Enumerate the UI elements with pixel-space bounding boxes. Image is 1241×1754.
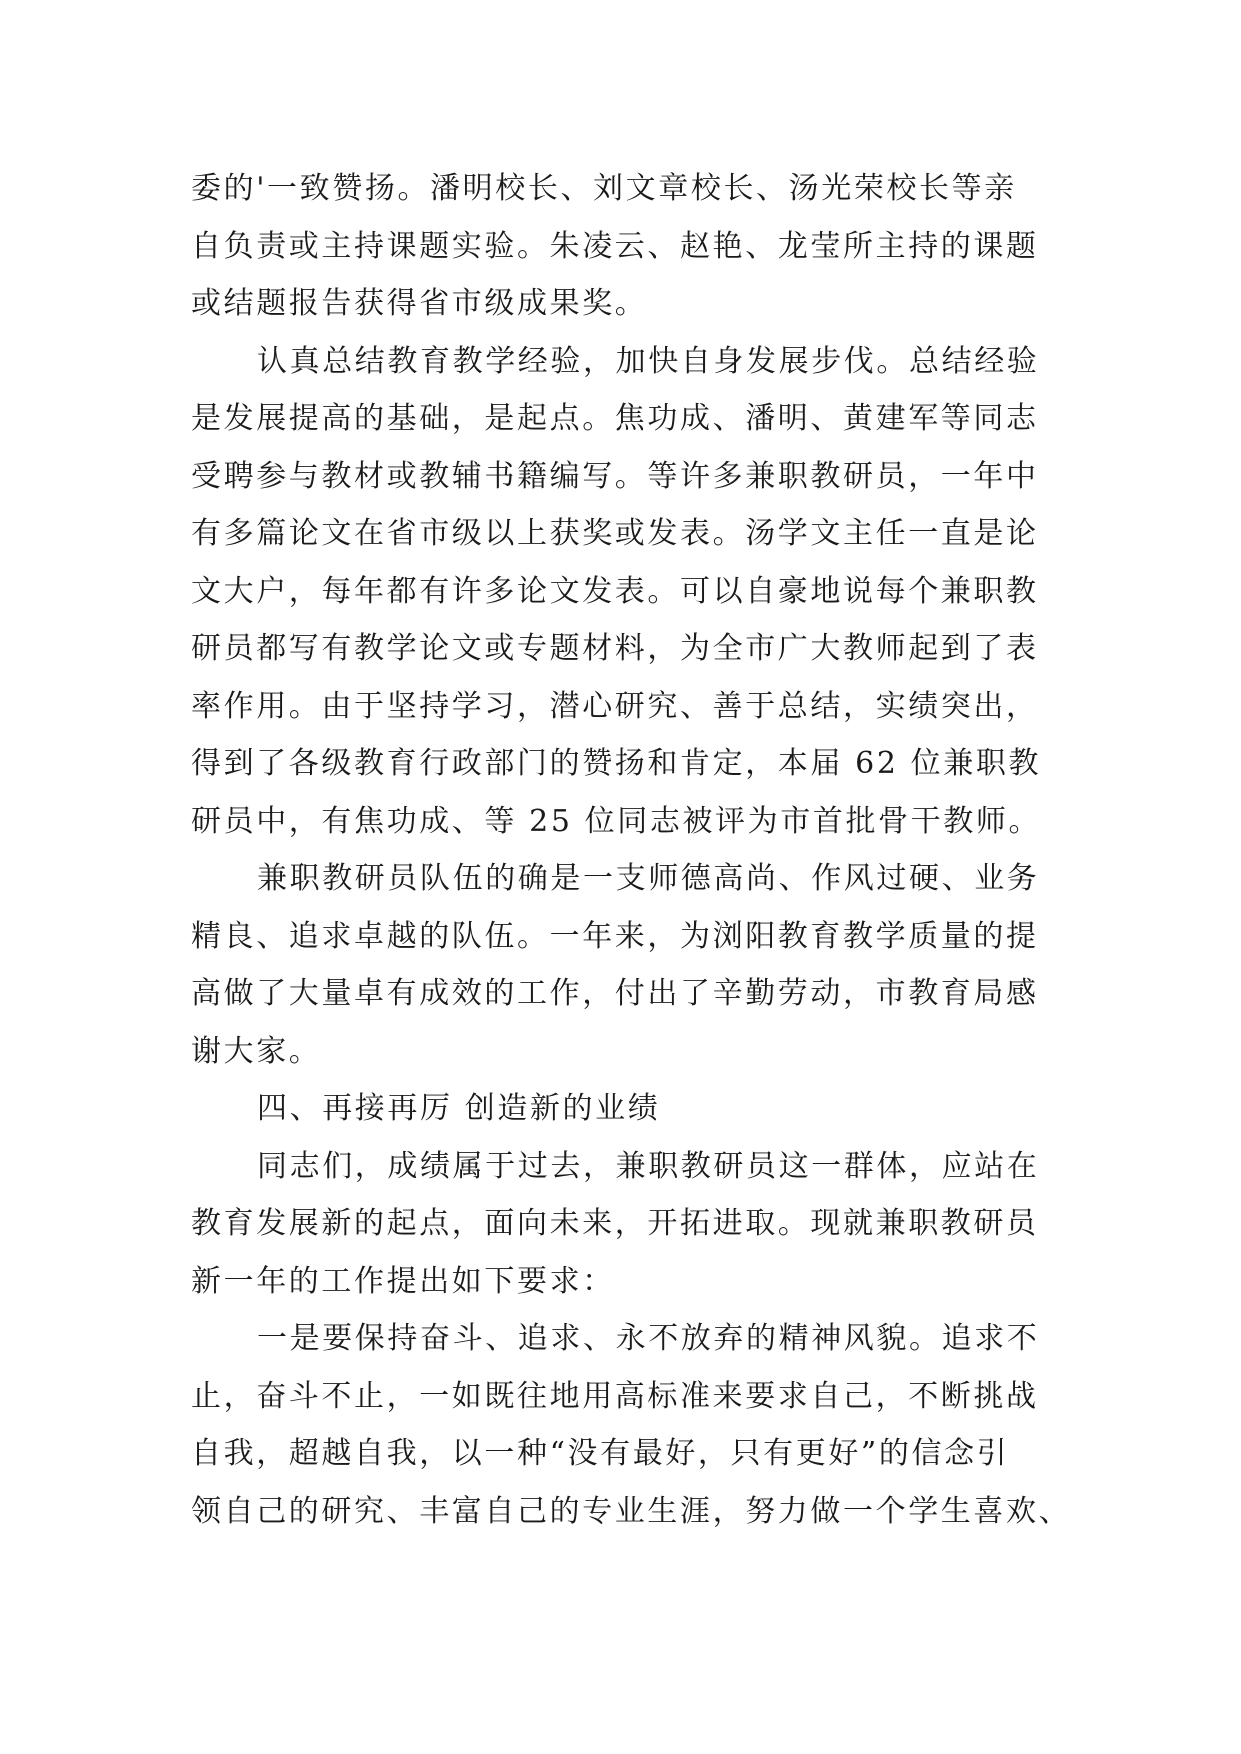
paragraph-first-line: 一是要保持奋斗、追求、永不放弃的精神风貌。追求不 — [257, 1321, 1040, 1356]
text-line: 有多篇论文在省市级以上获奖或发表。汤学文主任一直是论 — [191, 516, 1039, 551]
paragraph-first-line: 认真总结教育教学经验，加快自身发展步伐。总结经验 — [257, 343, 1040, 379]
paragraph-first-line: 兼职教研员队伍的确是一支师德高尚、作风过硬、业务 — [257, 861, 1040, 896]
text-line: 研员中，有焦功成、等 25 位同志被评为市首批骨干教师。 — [191, 803, 1042, 839]
text-line: 或结题报告获得省市级成果奖。 — [191, 286, 648, 321]
text-line: 委的'一致赞扬。潘明校长、刘文章校长、汤光荣校长等亲 — [191, 171, 1017, 206]
text-line: 高做了大量卓有成效的工作，付出了辛勤劳动，市教育局感 — [191, 976, 1039, 1011]
text-line: 自我，超越自我，以一种“没有最好，只有更好”的信念引 — [191, 1436, 1010, 1471]
text-line: 自负责或主持课题实验。朱凌云、赵艳、龙莹所主持的课题 — [191, 228, 1039, 264]
text-line: 止，奋斗不止，一如既往地用高标准来要求自己，不断挑战 — [191, 1378, 1039, 1414]
paragraph-first-line: 同志们，成绩属于过去，兼职教研员这一群体，应站在 — [257, 1148, 1040, 1184]
text-line: 研员都写有教学论文或专题材料，为全市广大教师起到了表 — [191, 631, 1039, 666]
text-line: 文大户，每年都有许多论文发表。可以自豪地说每个兼职教 — [191, 573, 1039, 609]
paragraph-first-line: 四、再接再厉 创造新的业绩 — [257, 1091, 661, 1126]
text-line: 教育发展新的起点，面向未来，开拓进取。现就兼职教研员 — [191, 1206, 1039, 1241]
text-line: 新一年的工作提出如下要求： — [191, 1263, 615, 1299]
text-line: 得到了各级教育行政部门的赞扬和肯定，本届 62 位兼职教 — [191, 746, 1042, 781]
text-line: 谢大家。 — [191, 1033, 322, 1069]
body-text — [191, 160, 1072, 1540]
text-line: 领自己的研究、丰富自己的专业生涯，努力做一个学生喜欢、 — [191, 1493, 1072, 1529]
text-line: 受聘参与教材或教辅书籍编写。等许多兼职教研员，一年中 — [191, 458, 1039, 494]
text-line: 率作用。由于坚持学习，潜心研究、善于总结，实绩突出， — [191, 688, 1039, 724]
text-line: 是发展提高的基础，是起点。焦功成、潘明、黄建军等同志 — [191, 401, 1039, 436]
text-line: 精良、追求卓越的队伍。一年来，为浏阳教育教学质量的提 — [191, 918, 1039, 954]
